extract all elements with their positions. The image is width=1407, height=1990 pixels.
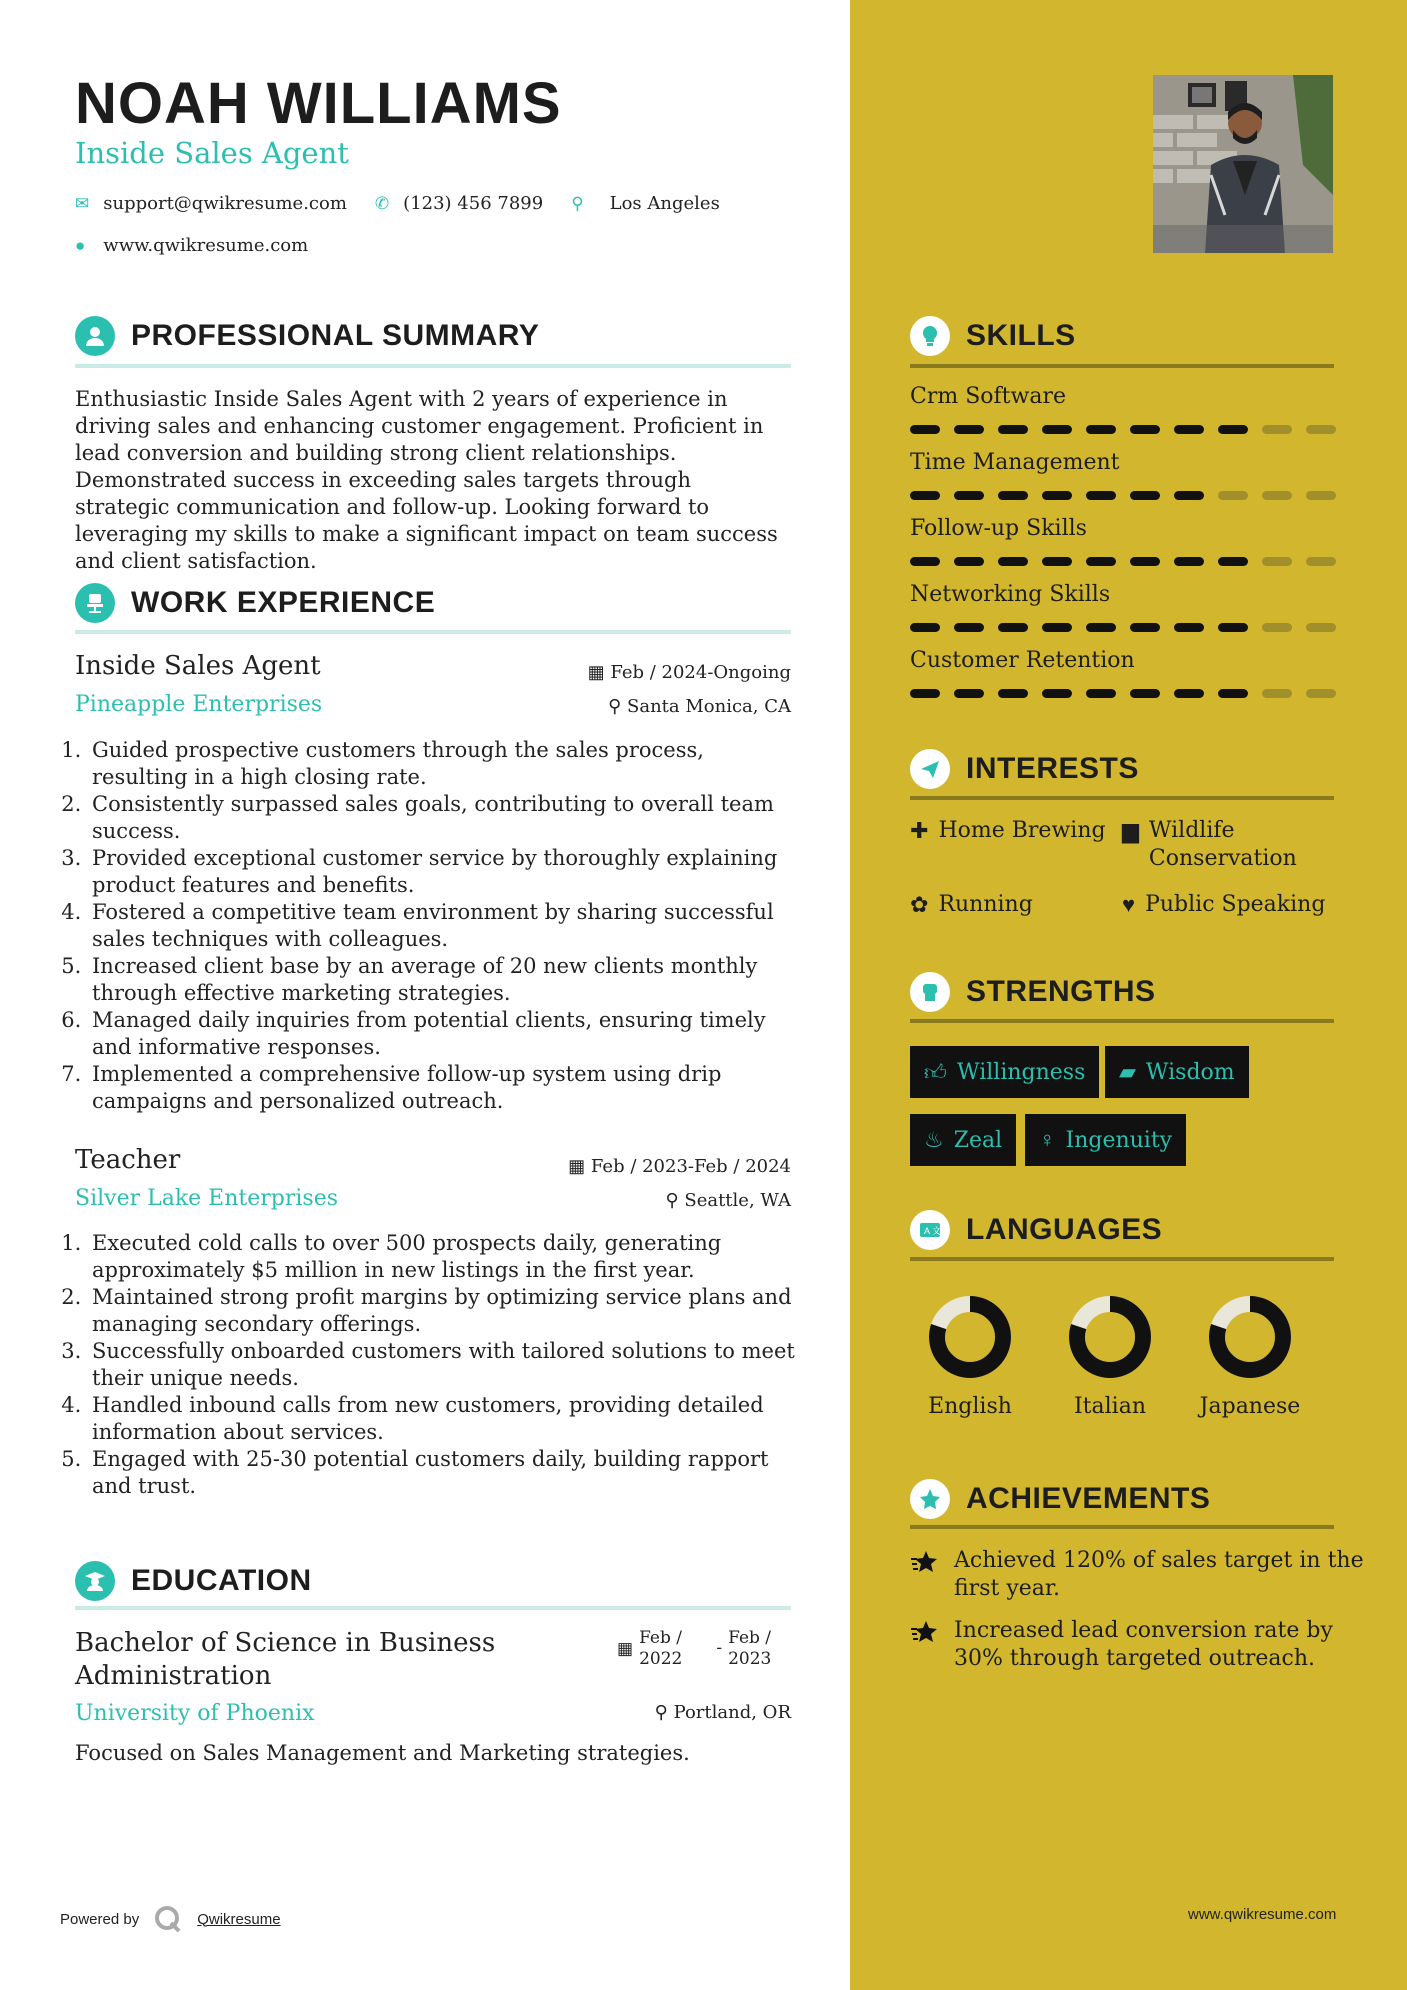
- achievement-line-2: first year.: [954, 1576, 1060, 1601]
- skill-dash-filled: [998, 689, 1028, 698]
- phone-icon: ✆: [374, 193, 390, 213]
- skill-rating-bar: [910, 491, 1334, 501]
- language-proficiency-ring: [1205, 1292, 1295, 1382]
- interest-item: [910, 891, 1033, 919]
- education-heading-text: EDUCATION: [131, 1564, 312, 1597]
- job-2-list: [70, 1230, 795, 1500]
- degree-title: [75, 1627, 495, 1693]
- skills-divider: [910, 364, 1334, 368]
- star-icon: [910, 1479, 950, 1519]
- skill-label: Customer Retention: [910, 648, 1135, 673]
- profile-photo: [1153, 75, 1333, 253]
- degree-line-2: Administration: [75, 1661, 272, 1691]
- skill-dash-filled: [1174, 557, 1204, 566]
- skill-dash-empty: [1306, 689, 1336, 698]
- skill-dash-empty: [1262, 689, 1292, 698]
- skill-dash-filled: [954, 557, 984, 566]
- languages-heading-text: LANGUAGES: [966, 1213, 1163, 1246]
- skill-dash-filled: [998, 425, 1028, 434]
- strengths-heading-text: STRENGTHS: [966, 975, 1156, 1008]
- skill-dash-filled: [1042, 425, 1072, 434]
- star-icon: [910, 1549, 940, 1575]
- graduate-icon: [75, 1561, 115, 1601]
- strength-label: Zeal: [953, 1127, 1003, 1153]
- contact-row: [75, 193, 720, 214]
- qwikresume-link[interactable]: Qwikresume: [197, 1910, 281, 1928]
- qwikresume-logo-icon: [153, 1904, 183, 1934]
- education-location-text: Portland, OR: [673, 1702, 791, 1723]
- skill-label: Crm Software: [910, 384, 1066, 409]
- skill-dash-filled: [1218, 557, 1248, 566]
- lightbulb-icon: ♀: [1039, 1127, 1056, 1152]
- strengths-heading: [910, 972, 1156, 1012]
- skill-dash-filled: [1218, 425, 1248, 434]
- office-chair-icon: [75, 583, 115, 623]
- education-description: Focused on Sales Management and Marketing strategies.: [75, 1741, 690, 1765]
- skill-dash-filled: [1174, 491, 1204, 500]
- experience-heading-text: WORK EXPERIENCE: [131, 586, 436, 619]
- svg-text:文: 文: [932, 1226, 941, 1236]
- flame-icon: ♨: [924, 1127, 944, 1152]
- skill-dash-filled: [1174, 623, 1204, 632]
- star-icon: [910, 1619, 940, 1645]
- interest-label-line-2: Conservation: [1148, 846, 1297, 871]
- job-1-list: [70, 737, 795, 1115]
- education-location: [655, 1702, 791, 1723]
- heartbeat-icon: ♥: [1122, 892, 1136, 917]
- achievement-text: [954, 1617, 1333, 1673]
- degree-line-1: Bachelor of Science in Business: [75, 1628, 496, 1658]
- skill-dash-filled: [1086, 425, 1116, 434]
- interest-label: Home Brewing: [938, 818, 1106, 843]
- skill-dash-filled: [1042, 689, 1072, 698]
- job-1-dates: [588, 662, 791, 683]
- summary-heading: [75, 316, 539, 356]
- experience-heading: [75, 583, 435, 623]
- book-icon: ▆: [1122, 818, 1139, 843]
- strength-tag: [1025, 1114, 1186, 1166]
- skill-dash-filled: [1130, 689, 1160, 698]
- interests-divider: [910, 796, 1334, 800]
- language-icon: [910, 1210, 950, 1250]
- achievements-heading: [910, 1479, 1210, 1519]
- achievement-item: [910, 1617, 1333, 1673]
- paw-icon: ✿: [910, 892, 929, 917]
- paper-plane-icon: [910, 749, 950, 789]
- achievement-line-2: 30% through targeted outreach.: [954, 1646, 1315, 1671]
- job-2-title: Teacher: [75, 1145, 181, 1175]
- skill-dash-filled: [1218, 623, 1248, 632]
- skill-dash-filled: [954, 623, 984, 632]
- education-divider: [75, 1606, 791, 1610]
- candidate-name: NOAH WILLIAMS: [75, 71, 562, 136]
- pushpin-icon: ⚲: [608, 696, 622, 716]
- email-icon: ✉: [75, 193, 90, 213]
- user-icon: [75, 316, 115, 356]
- list-item: 2. Consistently surpassed sales goals, contributing to overall team success.: [88, 791, 795, 845]
- strength-label: Willingness: [957, 1059, 1086, 1085]
- website-row: [75, 235, 308, 256]
- skill-dash-empty: [1262, 623, 1292, 632]
- language-proficiency-ring: [925, 1292, 1015, 1382]
- education-dates: [617, 1628, 771, 1670]
- achievement-line-1: Achieved 120% of sales target in the: [954, 1548, 1364, 1573]
- footer-website[interactable]: www.qwikresume.com: [1188, 1906, 1337, 1923]
- education-end-year: 2023: [728, 1649, 772, 1669]
- list-item: 4. Handled inbound calls from new customers, providing detailed information about services.: [88, 1392, 795, 1446]
- skill-dash-filled: [1174, 689, 1204, 698]
- skill-dash-filled: [1086, 689, 1116, 698]
- skill-dash-filled: [998, 491, 1028, 500]
- job-2-dates-text: Feb / 2023-Feb / 2024: [590, 1156, 791, 1177]
- skill-dash-filled: [910, 491, 940, 500]
- list-item: 5. Increased client base by an average of 20 new clients monthly through effective marketing strategies.: [88, 953, 795, 1007]
- job-1-location: [608, 696, 791, 717]
- language-label: Italian: [1073, 1394, 1146, 1419]
- interest-label-line-1: Wildlife: [1148, 818, 1235, 843]
- achievements-divider: [910, 1525, 1334, 1529]
- list-item: 3. Provided exceptional customer service by thoroughly explaining product features and benefits.: [88, 845, 795, 899]
- job-1-company: Pineapple Enterprises: [75, 692, 323, 717]
- language-item: [900, 1292, 1040, 1419]
- raised-fist-icon: [910, 972, 950, 1012]
- pushpin-icon: ⚲: [665, 1190, 679, 1210]
- puzzle-icon: ✚: [910, 818, 929, 843]
- job-2-dates: [568, 1156, 791, 1177]
- interests-heading-text: INTERESTS: [966, 752, 1139, 785]
- skill-dash-filled: [998, 557, 1028, 566]
- skill-dash-filled: [1130, 425, 1160, 434]
- education-heading: [75, 1561, 312, 1601]
- summary-heading-text: PROFESSIONAL SUMMARY: [131, 319, 540, 352]
- job-1-dates-text: Feb / 2024-Ongoing: [610, 662, 791, 683]
- skill-dash-empty: [1262, 491, 1292, 500]
- achievement-item: [910, 1547, 1364, 1603]
- skill-dash-filled: [910, 623, 940, 632]
- skill-dash-filled: [1042, 623, 1072, 632]
- education-start-year: 2022: [639, 1649, 683, 1669]
- skill-dash-filled: [1086, 491, 1116, 500]
- school-name: University of Phoenix: [75, 1701, 315, 1726]
- job-1-location-text: Santa Monica, CA: [627, 696, 791, 717]
- powered-by-text: Powered by: [60, 1910, 140, 1928]
- skill-dash-empty: [1218, 491, 1248, 500]
- interest-item: [1122, 817, 1297, 873]
- strengths-divider: [910, 1019, 1334, 1023]
- skill-dash-empty: [1306, 623, 1336, 632]
- phone-text: (123) 456 7899: [403, 193, 544, 214]
- book-icon: ▰: [1119, 1059, 1136, 1084]
- skill-dash-empty: [1262, 425, 1292, 434]
- skill-dash-empty: [1306, 425, 1336, 434]
- achievement-text: [954, 1547, 1364, 1603]
- skill-dash-empty: [1262, 557, 1292, 566]
- strength-label: Ingenuity: [1065, 1127, 1173, 1153]
- calendar-icon: ▦: [587, 662, 605, 682]
- list-item: 4. Fostered a competitive team environment by sharing successful sales techniques with colleagues.: [88, 899, 795, 953]
- list-item: 2. Maintained strong profit margins by optimizing service plans and managing secondary offerings.: [88, 1284, 795, 1338]
- skill-rating-bar: [910, 557, 1334, 567]
- education-end: [728, 1628, 771, 1670]
- skill-dash-filled: [1086, 557, 1116, 566]
- skill-dash-filled: [1042, 557, 1072, 566]
- location-text: Los Angeles: [609, 193, 720, 214]
- languages-divider: [910, 1257, 1334, 1261]
- strength-tag: [910, 1114, 1016, 1166]
- summary-text: Enthusiastic Inside Sales Agent with 2 years of experience in driving sales and enhancing customer engagement. Proficient in lead conversion and building strong client relationships. Demonstrated success in exceeding sales targets through strategic communication and follow-up. Looking forward to leveraging my skills to make a significant impact on team success and client satisfaction.: [75, 387, 778, 573]
- skill-dash-filled: [1174, 425, 1204, 434]
- achievements-heading-text: ACHIEVEMENTS: [966, 1482, 1211, 1515]
- job-title: Inside Sales Agent: [75, 136, 349, 170]
- list-item: 1. Executed cold calls to over 500 prospects daily, generating approximately $5 million in new listings in the first year.: [88, 1230, 795, 1284]
- powered-by: [60, 1904, 281, 1934]
- interest-item: [1122, 891, 1325, 919]
- skill-label: Time Management: [910, 450, 1120, 475]
- skill-dash-empty: [1306, 491, 1336, 500]
- skill-dash-empty: [1306, 557, 1336, 566]
- skill-dash-filled: [954, 491, 984, 500]
- list-item: 7. Implemented a comprehensive follow-up system using drip campaigns and personalized outreach.: [88, 1061, 795, 1115]
- summary-divider: [75, 364, 791, 368]
- skill-dash-filled: [1130, 491, 1160, 500]
- thumbs-up-icon: 👍︎: [924, 1059, 947, 1085]
- skill-dash-filled: [1130, 557, 1160, 566]
- strength-tag: [910, 1046, 1099, 1098]
- language-label: Japanese: [1199, 1394, 1301, 1419]
- website-text[interactable]: www.qwikresume.com: [103, 235, 309, 256]
- education-start: [639, 1628, 682, 1670]
- skill-dash-filled: [1130, 623, 1160, 632]
- education-start-month: Feb /: [639, 1628, 683, 1648]
- skill-dash-filled: [1042, 491, 1072, 500]
- skill-dash-filled: [954, 425, 984, 434]
- skill-dash-filled: [1086, 623, 1116, 632]
- job-1-title: Inside Sales Agent: [75, 651, 321, 681]
- job-2-location-text: Seattle, WA: [684, 1190, 791, 1211]
- skills-heading: [910, 316, 1076, 356]
- strength-tag: [1105, 1046, 1249, 1098]
- interest-label: [1149, 817, 1297, 873]
- interest-label: Running: [938, 892, 1033, 917]
- language-proficiency-ring: [1065, 1292, 1155, 1382]
- lightbulb-icon: [910, 316, 950, 356]
- achievement-line-1: Increased lead conversion rate by: [954, 1618, 1333, 1643]
- education-date-dash: -: [716, 1638, 723, 1658]
- skill-label: Networking Skills: [910, 582, 1111, 607]
- job-2-company: Silver Lake Enterprises: [75, 1186, 339, 1211]
- calendar-icon: ▦: [617, 1639, 634, 1658]
- interest-label: Public Speaking: [1145, 892, 1326, 917]
- skill-label: Follow-up Skills: [910, 516, 1087, 541]
- skill-dash-filled: [954, 689, 984, 698]
- education-end-month: Feb /: [728, 1628, 772, 1648]
- list-item: 5. Engaged with 25-30 potential customers daily, building rapport and trust.: [88, 1446, 795, 1500]
- email-text[interactable]: support@qwikresume.com: [103, 193, 347, 214]
- skill-dash-filled: [910, 557, 940, 566]
- skill-dash-filled: [910, 689, 940, 698]
- languages-heading: [910, 1210, 1162, 1250]
- svg-text:A: A: [924, 1226, 931, 1236]
- language-label: English: [928, 1394, 1012, 1419]
- skill-dash-filled: [910, 425, 940, 434]
- calendar-icon: ▦: [568, 1156, 586, 1176]
- pushpin-icon: ⚲: [654, 1702, 668, 1722]
- location-pin-icon: ⚲: [571, 193, 584, 213]
- skill-dash-filled: [998, 623, 1028, 632]
- sidebar: [850, 0, 1407, 1990]
- globe-icon: ●: [75, 235, 86, 255]
- list-item: 1. Guided prospective customers through the sales process, resulting in a high closing rate.: [88, 737, 795, 791]
- list-item: 6. Managed daily inquiries from potential clients, ensuring timely and informative responses.: [88, 1007, 795, 1061]
- skill-rating-bar: [910, 689, 1334, 699]
- skill-rating-bar: [910, 623, 1334, 633]
- skill-dash-filled: [1218, 689, 1248, 698]
- job-2-location: [665, 1190, 791, 1211]
- interests-heading: [910, 749, 1139, 789]
- language-item: [1040, 1292, 1180, 1419]
- skills-heading-text: SKILLS: [966, 319, 1076, 352]
- experience-divider: [75, 630, 791, 634]
- language-item: [1180, 1292, 1320, 1419]
- interest-item: [910, 817, 1106, 845]
- list-item: 3. Successfully onboarded customers with tailored solutions to meet their unique needs.: [88, 1338, 795, 1392]
- strength-label: Wisdom: [1145, 1059, 1235, 1085]
- skill-rating-bar: [910, 425, 1334, 435]
